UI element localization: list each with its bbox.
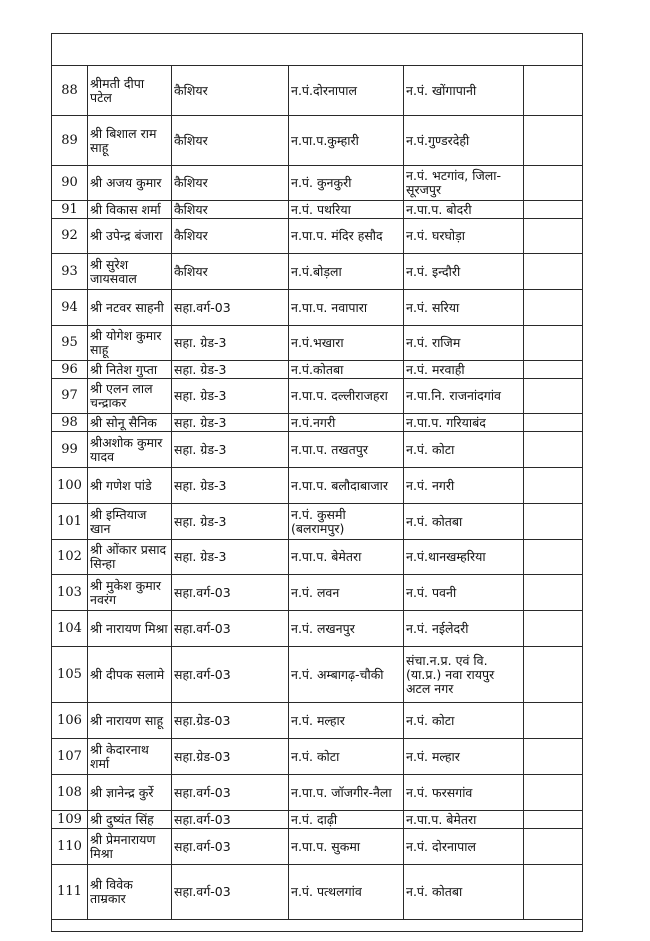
employee-name: श्री प्रेमनारायण मिश्रा [88, 829, 172, 865]
table-row [52, 504, 583, 540]
table-row [52, 326, 583, 361]
current-posting: न.पं. लखनपुर [289, 611, 404, 647]
employee-name: श्रीअशोक कुमार यादव [88, 432, 172, 468]
serial-no: 88 [52, 66, 88, 116]
employee-name: श्री विवेक ताम्रकार [88, 865, 172, 920]
employee-name: श्री एलन लाल चन्द्राकर [88, 379, 172, 414]
post: सहा. ग्रेड-3 [172, 468, 289, 504]
new-posting: न.पं.गुण्डरदेही [404, 116, 524, 166]
serial-no: 96 [52, 361, 88, 379]
serial-no: 104 [52, 611, 88, 647]
remarks [524, 254, 583, 290]
new-posting: न.पं.थानखम्हरिया [404, 540, 524, 575]
table-row [52, 379, 583, 414]
new-posting: न.पं. नईलेदरी [404, 611, 524, 647]
new-posting: न.पं. घरघोड़ा [404, 219, 524, 254]
remarks [524, 775, 583, 811]
current-posting: न.पा.प. बेमेतरा [289, 540, 404, 575]
table-row [52, 201, 583, 219]
table-row [52, 811, 583, 829]
table-row [52, 703, 583, 739]
serial-no: 90 [52, 166, 88, 201]
table-row [52, 414, 583, 432]
continued-row [52, 920, 583, 932]
current-posting: न.पं. दाढ़ी [289, 811, 404, 829]
serial-no: 97 [52, 379, 88, 414]
post: सहा. ग्रेड-3 [172, 504, 289, 540]
post: सहा. ग्रेड-3 [172, 432, 289, 468]
current-posting: न.पा.प.कुम्हारी [289, 116, 404, 166]
new-posting: न.पं. भटगांव, जिला-सूरजपुर [404, 166, 524, 201]
table-row [52, 116, 583, 166]
remarks [524, 703, 583, 739]
serial-no: 110 [52, 829, 88, 865]
new-posting: न.पा.नि. राजनांदगांव [404, 379, 524, 414]
serial-no: 99 [52, 432, 88, 468]
transfer-list-page [51, 33, 582, 932]
continued-row [52, 34, 583, 66]
remarks [524, 166, 583, 201]
serial-no: 89 [52, 116, 88, 166]
current-posting: न.पं. मल्हार [289, 703, 404, 739]
remarks [524, 739, 583, 775]
employee-name: श्री विकास शर्मा [88, 201, 172, 219]
current-posting: न.पं.कोतबा [289, 361, 404, 379]
post: सहा. ग्रेड-3 [172, 361, 289, 379]
remarks [524, 414, 583, 432]
serial-no: 100 [52, 468, 88, 504]
remarks [524, 361, 583, 379]
table-row [52, 219, 583, 254]
current-posting: न.पा.प. तखतपुर [289, 432, 404, 468]
post: सहा.वर्ग-03 [172, 290, 289, 326]
table-row [52, 739, 583, 775]
post: कैशियर [172, 166, 289, 201]
employee-name: श्री अजय कुमार [88, 166, 172, 201]
new-posting: न.पं. फरसगांव [404, 775, 524, 811]
remarks [524, 219, 583, 254]
employee-name: श्री नितेश गुप्ता [88, 361, 172, 379]
serial-no: 111 [52, 865, 88, 920]
employee-name: श्री दुष्यंत सिंह [88, 811, 172, 829]
current-posting: न.पं.नगरी [289, 414, 404, 432]
serial-no: 92 [52, 219, 88, 254]
remarks [524, 116, 583, 166]
post: कैशियर [172, 219, 289, 254]
serial-no: 101 [52, 504, 88, 540]
remarks [524, 290, 583, 326]
serial-no: 105 [52, 647, 88, 703]
current-posting: न.पा.प. जॉजगीर-नैला [289, 775, 404, 811]
current-posting: न.पं. कोटा [289, 739, 404, 775]
new-posting: न.पं. राजिम [404, 326, 524, 361]
serial-no: 109 [52, 811, 88, 829]
table-row [52, 166, 583, 201]
current-posting: न.पा.प. सुकमा [289, 829, 404, 865]
new-posting: न.पा.प. गरियाबंद [404, 414, 524, 432]
post: सहा.ग्रेड-03 [172, 703, 289, 739]
new-posting: न.पं. कोतबा [404, 504, 524, 540]
employee-name: श्री नारायण साहू [88, 703, 172, 739]
remarks [524, 504, 583, 540]
new-posting: न.पं. दोरनापाल [404, 829, 524, 865]
post: कैशियर [172, 116, 289, 166]
current-posting: न.पं.भखारा [289, 326, 404, 361]
post: कैशियर [172, 254, 289, 290]
current-posting: न.पा.प. दल्लीराजहरा [289, 379, 404, 414]
new-posting: न.पं. कोतबा [404, 865, 524, 920]
new-posting: न.पं. खोंगापानी [404, 66, 524, 116]
employee-name: श्री नारायण मिश्रा [88, 611, 172, 647]
table-row [52, 611, 583, 647]
post: सहा.वर्ग-03 [172, 647, 289, 703]
new-posting: न.पं. पवनी [404, 575, 524, 611]
post: कैशियर [172, 66, 289, 116]
table-row [52, 34, 583, 66]
new-posting: न.पं. इन्दौरी [404, 254, 524, 290]
remarks [524, 379, 583, 414]
new-posting: न.पा.प. बोदरी [404, 201, 524, 219]
remarks [524, 575, 583, 611]
employee-name: श्री ज्ञानेन्द्र कुर्रे [88, 775, 172, 811]
employee-name: श्री सुरेश जायसवाल [88, 254, 172, 290]
serial-no: 95 [52, 326, 88, 361]
post: सहा.वर्ग-03 [172, 865, 289, 920]
remarks [524, 326, 583, 361]
table-row [52, 775, 583, 811]
table-row [52, 254, 583, 290]
employee-name: श्री नटवर साहनी [88, 290, 172, 326]
serial-no: 91 [52, 201, 88, 219]
current-posting: न.पं. पत्थलगांव [289, 865, 404, 920]
table-row [52, 920, 583, 932]
current-posting: न.पा.प. बलौदाबाजार [289, 468, 404, 504]
current-posting: न.पं.दोरनापाल [289, 66, 404, 116]
serial-no: 103 [52, 575, 88, 611]
employee-name: श्री इम्तियाज खान [88, 504, 172, 540]
employee-name: श्री उपेन्द्र बंजारा [88, 219, 172, 254]
post: सहा.वर्ग-03 [172, 775, 289, 811]
remarks [524, 201, 583, 219]
new-posting: संचा.न.प्र. एवं वि. (या.प्र.) नवा रायपुर अटल नगर [404, 647, 524, 703]
current-posting: न.पं. लवन [289, 575, 404, 611]
employee-name: श्री गणेश पांडे [88, 468, 172, 504]
remarks [524, 66, 583, 116]
remarks [524, 829, 583, 865]
remarks [524, 647, 583, 703]
post: सहा.वर्ग-03 [172, 811, 289, 829]
post: सहा.ग्रेड-03 [172, 739, 289, 775]
employee-name: श्री ओंकार प्रसाद सिन्हा [88, 540, 172, 575]
post: सहा.वर्ग-03 [172, 575, 289, 611]
current-posting: न.पा.प. मंदिर हसौद [289, 219, 404, 254]
employee-name: श्री केदारनाथ शर्मा [88, 739, 172, 775]
post: सहा.वर्ग-03 [172, 611, 289, 647]
remarks [524, 611, 583, 647]
employee-name: श्री दीपक सलामे [88, 647, 172, 703]
current-posting: न.पं.बोड़ला [289, 254, 404, 290]
serial-no: 107 [52, 739, 88, 775]
table-row [52, 468, 583, 504]
new-posting: न.पं. कोटा [404, 703, 524, 739]
new-posting: न.पं. सरिया [404, 290, 524, 326]
current-posting: न.पा.प. नवापारा [289, 290, 404, 326]
table-row [52, 66, 583, 116]
post: सहा. ग्रेड-3 [172, 540, 289, 575]
current-posting: न.पं. कुसमी (बलरामपुर) [289, 504, 404, 540]
new-posting: न.पं. मरवाही [404, 361, 524, 379]
remarks [524, 468, 583, 504]
remarks [524, 432, 583, 468]
table-row [52, 865, 583, 920]
table-row [52, 575, 583, 611]
serial-no: 102 [52, 540, 88, 575]
table-row [52, 432, 583, 468]
current-posting: न.पं. कुनकुरी [289, 166, 404, 201]
employee-name: श्री सोनू सैनिक [88, 414, 172, 432]
post: कैशियर [172, 201, 289, 219]
new-posting: न.पं. कोटा [404, 432, 524, 468]
current-posting: न.पं. पथरिया [289, 201, 404, 219]
employee-name: श्री बिशाल राम साहू [88, 116, 172, 166]
serial-no: 106 [52, 703, 88, 739]
serial-no: 108 [52, 775, 88, 811]
post: सहा. ग्रेड-3 [172, 379, 289, 414]
remarks [524, 865, 583, 920]
new-posting: न.पं. मल्हार [404, 739, 524, 775]
employee-name: श्री योगेश कुमार साहू [88, 326, 172, 361]
table-row [52, 361, 583, 379]
table-row [52, 540, 583, 575]
serial-no: 94 [52, 290, 88, 326]
employee-name: श्री मुकेश कुमार नवरंग [88, 575, 172, 611]
serial-no: 93 [52, 254, 88, 290]
serial-no: 98 [52, 414, 88, 432]
post: सहा.वर्ग-03 [172, 829, 289, 865]
post: सहा. ग्रेड-3 [172, 326, 289, 361]
employee-name: श्रीमती दीपा पटेल [88, 66, 172, 116]
table-row [52, 290, 583, 326]
current-posting: न.पं. अम्बागढ़-चौकी [289, 647, 404, 703]
table-row [52, 647, 583, 703]
transfer-table [51, 33, 583, 932]
post: सहा. ग्रेड-3 [172, 414, 289, 432]
new-posting: न.पा.प. बेमेतरा [404, 811, 524, 829]
table-row [52, 829, 583, 865]
new-posting: न.पं. नगरी [404, 468, 524, 504]
remarks [524, 540, 583, 575]
remarks [524, 811, 583, 829]
